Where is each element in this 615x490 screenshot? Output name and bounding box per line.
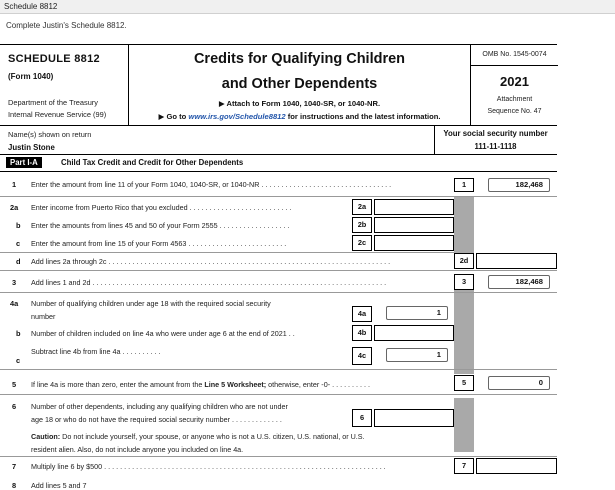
line-box-4c: 4c: [352, 347, 372, 365]
row-rule: [0, 394, 557, 395]
omb-number: OMB No. 1545-0074: [482, 51, 547, 58]
name-label: Name(s) shown on return: [8, 130, 92, 139]
part-header: [0, 155, 557, 172]
line-number: 2a: [10, 203, 19, 212]
dept-line-1: Department of the Treasury: [8, 98, 98, 107]
line-text: Number of qualifying children under age 18 with the required social security: [31, 299, 271, 308]
part-tag: Part I-A: [6, 157, 42, 168]
header-left: [0, 45, 129, 125]
goto-suffix: for instructions and the latest information.: [287, 112, 441, 121]
goto-prefix: ▶ Go to: [158, 112, 187, 121]
line-text: Number of children included on line 4a who were under age 6 at the end of 2021 . .: [31, 329, 295, 338]
line-text: Enter the amount from line 15 of your Form 4563 . . . . . . . . . . . . . . . . . . . . . . . . .: [31, 239, 287, 248]
row-rule: [0, 252, 454, 253]
line-2b-amount-input[interactable]: [374, 217, 454, 233]
line-number: c: [16, 356, 21, 365]
form-title-line-2: and Other Dependents: [221, 76, 378, 92]
line-text: Multiply line 6 by $500 . . . . . . . . . . . . . . . . . . . . . . . . . . . . . . . . . . . . . . . . . . . . . . . . . . . . . . . . . . . . . . . . . . . . . . .: [31, 462, 386, 471]
form-header: [0, 44, 557, 126]
line-number: d: [16, 257, 21, 266]
line-6-count-input[interactable]: [374, 409, 454, 427]
line-4c-count-input[interactable]: 1: [386, 348, 448, 362]
line-box-1: 1: [454, 178, 474, 192]
form-number: (Form 1040): [8, 72, 54, 81]
line-5-text-post: otherwise, enter -0- . . . . . . . . . .: [266, 380, 371, 389]
ssn-label: Your social security number: [443, 129, 548, 138]
line-number: 6: [12, 402, 17, 411]
line-box-4b: 4b: [352, 325, 372, 341]
line-number: 5: [12, 380, 17, 389]
line-text: Subtract line 4b from line 4a . . . . . . . . . .: [31, 347, 161, 356]
line-text: Add lines 1 and 2d . . . . . . . . . . . . . . . . . . . . . . . . . . . . . . . . . . . . . . . . . . . . . . . . . . . . . . . . . . . . . . . . . . . . . . . . . .: [31, 278, 387, 287]
line-text: Add lines 5 and 7: [31, 481, 87, 490]
part-title: Child Tax Credit and Credit for Other Dependents: [61, 158, 244, 167]
attachment-label: Attachment: [496, 96, 533, 103]
row-rule: [0, 196, 557, 197]
row-rule: [0, 292, 557, 293]
tax-year: 2021: [500, 74, 529, 89]
shaded-column: [454, 398, 474, 452]
line-number: 4a: [10, 299, 19, 308]
line-number: c: [16, 239, 21, 248]
row-rule: [0, 270, 557, 271]
attach-note: ▶ Attach to Form 1040, 1040-SR, or 1040-NR.: [218, 99, 381, 108]
line-number: b: [16, 221, 21, 230]
line-text: Number of other dependents, including any qualifying children who are not under: [31, 402, 288, 411]
task-instruction: Complete Justin's Schedule 8812.: [6, 21, 127, 30]
department: [8, 97, 106, 121]
line-4b-count-input[interactable]: [374, 325, 454, 341]
schedule-name: SCHEDULE 8812: [8, 53, 100, 65]
line-box-3: 3: [454, 274, 474, 290]
line-box-2b: 2b: [352, 217, 372, 233]
caution-line-1: [31, 432, 451, 441]
taxpayer-name: Justin Stone: [8, 143, 55, 152]
ssn-value: 111-11-1118: [474, 142, 517, 151]
line-7-amount-input[interactable]: [476, 458, 557, 474]
shaded-column: [454, 289, 474, 374]
line-1-amount-input[interactable]: 182,468: [488, 178, 550, 192]
line-box-2a: 2a: [352, 199, 372, 215]
line-number: 3: [12, 278, 17, 287]
irs-link[interactable]: www.irs.gov/Schedule8812: [188, 112, 286, 121]
line-number: b: [16, 329, 21, 338]
window-title: Schedule 8812: [0, 0, 615, 14]
header-right: [470, 45, 558, 125]
dept-line-2: Internal Revenue Service (99): [8, 110, 107, 119]
attachment-sequence: [471, 94, 558, 118]
line-text: Enter income from Puerto Rico that you excluded . . . . . . . . . . . . . . . . . . . . . . . . . .: [31, 203, 292, 212]
line-text: [31, 380, 451, 389]
caution-text-1: Do not include yourself, your spouse, or anyone who is not a U.S. citizen, U.S. national, or U.S.: [60, 432, 365, 441]
taxpayer-row: [0, 125, 557, 155]
line-text: Enter the amounts from lines 45 and 50 of your Form 2555 . . . . . . . . . . . . . . . . . .: [31, 221, 290, 230]
goto-note: [129, 112, 470, 121]
header-center: [129, 45, 470, 125]
line-box-6: 6: [352, 409, 372, 427]
line-text: Add lines 2a through 2c . . . . . . . . . . . . . . . . . . . . . . . . . . . . . . . . . . . . . . . . . . . . . . . . . . . . . . . . . . . . . . . . . . . . . . .: [31, 257, 391, 266]
line-box-4a: 4a: [352, 306, 372, 322]
line-number: 1: [12, 180, 17, 189]
line-5-amount-input[interactable]: 0: [488, 376, 550, 390]
line-text: Enter the amount from line 11 of your Form 1040, 1040-SR, or 1040-NR . . . . . . . . . . . . . . . . . . . . . . . . . . . . . . . . .: [31, 180, 392, 189]
line-5-text-pre: If line 4a is more than zero, enter the amount from the: [31, 380, 205, 389]
line-text: number: [31, 312, 56, 321]
form-title-line-1: Credits for Qualifying Children: [193, 51, 406, 67]
line-2c-amount-input[interactable]: [374, 235, 454, 251]
line-number: 7: [12, 462, 17, 471]
caution-label: Caution:: [31, 432, 61, 441]
line-2a-amount-input[interactable]: [374, 199, 454, 215]
line-number: 8: [12, 481, 17, 490]
divider: [471, 65, 558, 66]
line-5-worksheet-ref: Line 5 Worksheet;: [204, 380, 267, 389]
line-box-2d: 2d: [454, 253, 474, 269]
line-box-5: 5: [454, 375, 474, 391]
line-4a-count-input[interactable]: 1: [386, 306, 448, 320]
name-cell: [0, 125, 435, 154]
sequence-number: Sequence No. 47: [487, 108, 542, 115]
line-text: age 18 or who do not have the required social security number . . . . . . . . . . . . .: [31, 415, 282, 424]
row-rule: [0, 369, 557, 370]
line-box-7: 7: [454, 458, 474, 474]
line-2d-amount-input[interactable]: [476, 253, 557, 269]
row-rule: [0, 456, 557, 457]
line-box-2c: 2c: [352, 235, 372, 251]
line-3-amount-input[interactable]: 182,468: [488, 275, 550, 289]
caution-line-2: resident alien. Also, do not include anyone you included on line 4a.: [31, 445, 244, 454]
